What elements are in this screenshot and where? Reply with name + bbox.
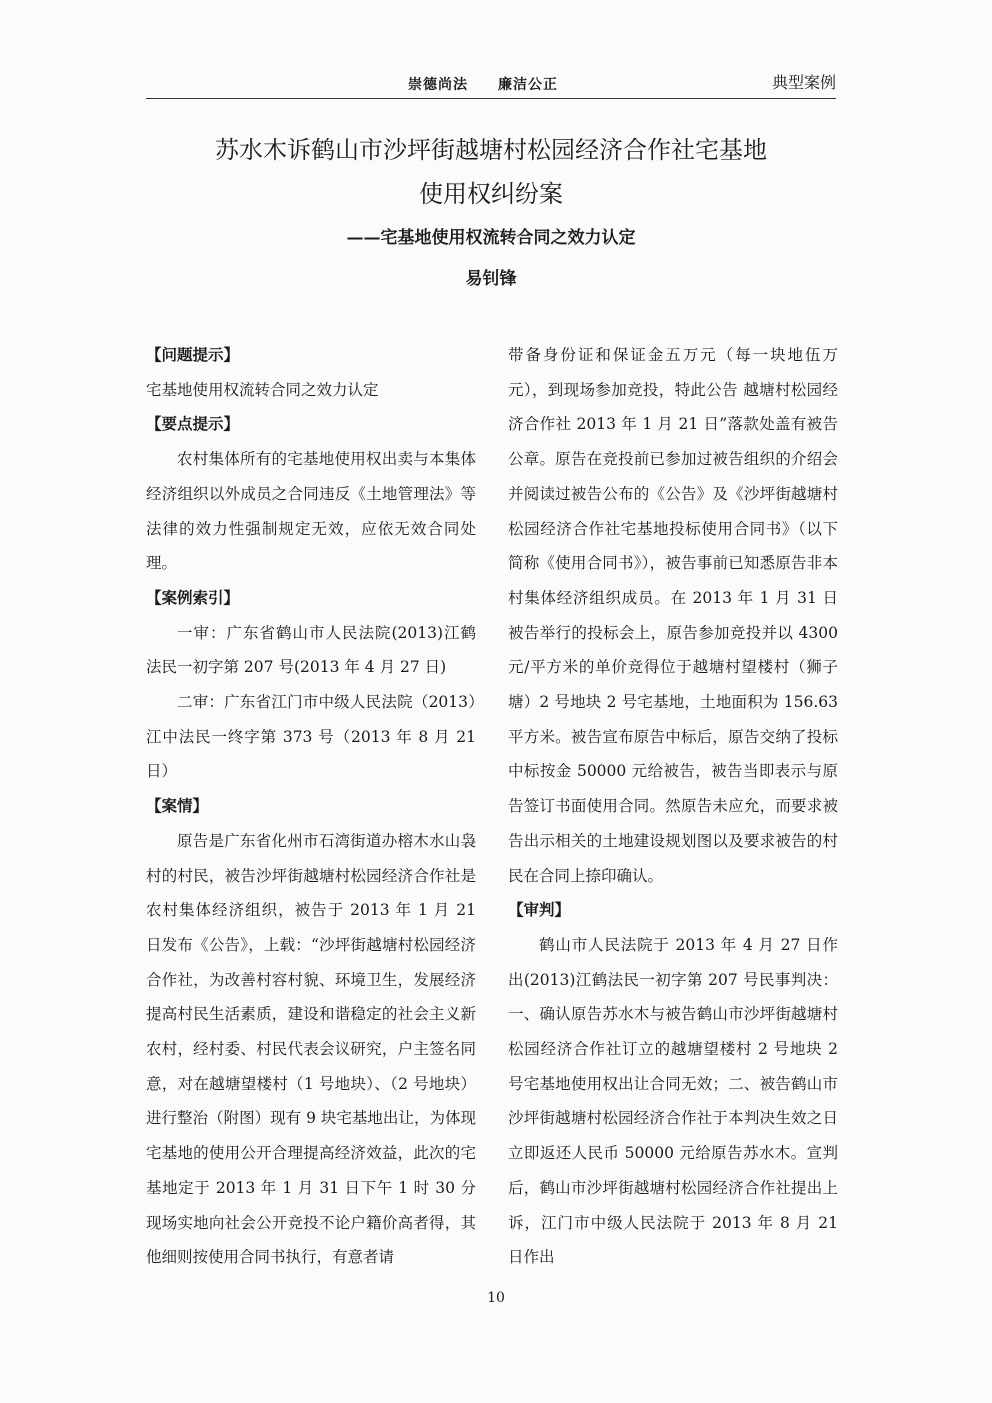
judgment-paragraph: 鹤山市人民法院于 2013 年 4 月 27 日作出(2013)江鹤法民一初字第 207 号民事判决：一、确认原告苏水木与被告鹤山市沙坪街越塘村松园经济合作社订立的越塘望楼村 2 号地块 2 号宅基地使用权出让合同无效；二、被告鹤山市沙坪街越塘村松园经济合作社于本判决生效之日立即返还人民币 50000 元给原告苏水木。宣判后，鹤山市沙坪街越塘村松园经济合作社提出上诉，江门市中级人民法院于 2013 年 8 月 21 日作出 [508, 935, 838, 1267]
first-instance-citation: 一审：广东省鹤山市人民法院(2013)江鹤法民一初字第 207 号(2013 年 4 月 27 日) [146, 623, 476, 677]
right-column [508, 338, 838, 1275]
motto-2: 廉洁公正 [498, 77, 558, 93]
points-paragraph: 农村集体所有的宅基地使用权出卖与本集体经济组织以外成员之合同违反《土地管理法》等法律的效力性强制规定无效，应依无效合同处理。 [146, 450, 476, 573]
motto-1: 崇德尚法 [408, 77, 468, 93]
second-instance-citation: 二审：广东省江门市中级人民法院（2013）江中法民一终字第 373 号（2013 年 8 月 21 日） [146, 693, 476, 781]
heading-case-index: 【案例索引】 [146, 587, 240, 607]
left-column [146, 338, 476, 1275]
article-author: 易钊锋 [465, 269, 517, 289]
heading-facts: 【案情】 [146, 796, 209, 816]
section-label: 典型案例 [771, 73, 836, 92]
facts-continued-paragraph: 带备身份证和保证金五万元（每一块地伍万元），到现场参加竞投，特此公告 越塘村松园经济合作社 2013 年 1 月 21 日”落款处盖有被告公章。原告在竞投前已参加过被告组织的介绍会并阅读过被告公布的《公告》及《沙坪街越塘村松园经济合作社宅基地投标使用合同书》（以下简称《使用合同书》），被告事前已知悉原告非本村集体经济组织成员。在 2013 年 1 月 31 日被告举行的投标会上，原告参加竞投并以 4300 元/平方米的单价竞得位于越塘村望楼村（狮子塘）2 号地块 2 号宅基地，土地面积为 156.63 平方米。被告宣布原告中标后，原告交纳了投标中标按金 50000 元给被告，被告当即表示与原告签订书面使用合同。然原告未应允，而要求被告出示相关的土地建设规划图以及要求被告的村民在合同上捺印确认。 [508, 346, 838, 885]
article-subtitle: ——宅基地使用权流转合同之效力认定 [346, 228, 636, 248]
page-number: 10 [487, 1290, 505, 1306]
page-header [146, 70, 836, 99]
heading-judgment: 【审判】 [508, 900, 571, 920]
article-title-line-2: 使用权纠纷案 [419, 180, 563, 208]
header-motto [408, 74, 558, 94]
heading-points: 【要点提示】 [146, 414, 240, 434]
issue-text: 宅基地使用权流转合同之效力认定 [146, 380, 379, 399]
article-title-line-1: 苏水木诉鹤山市沙坪街越塘村松园经济合作社宅基地 [215, 136, 767, 164]
heading-issue: 【问题提示】 [146, 345, 240, 364]
facts-paragraph: 原告是广东省化州市石湾街道办榕木水山袅村的村民，被告沙坪街越塘村松园经济合作社是农村集体经济组织，被告于 2013 年 1 月 21 日发布《公告》，上载：“沙坪街越塘村松园经济合作社，为改善村容村貌、环境卫生，发展经济提高村民生活素质，建设和谐稳定的社会主义新农村，经村委、村民代表会议研究，户主签名同意，对在越塘望楼村（1 号地块）、（2 号地块）进行整治（附图）现有 9 块宅基地出让，为体现宅基地的使用公开合理提高经济效益，此次的宅基地定于 2013 年 1 月 31 日下午 1 时 30 分现场实地向社会公开竞投不论户籍价高者得，其他细则按使用合同书执行，有意者请 [146, 831, 476, 1267]
